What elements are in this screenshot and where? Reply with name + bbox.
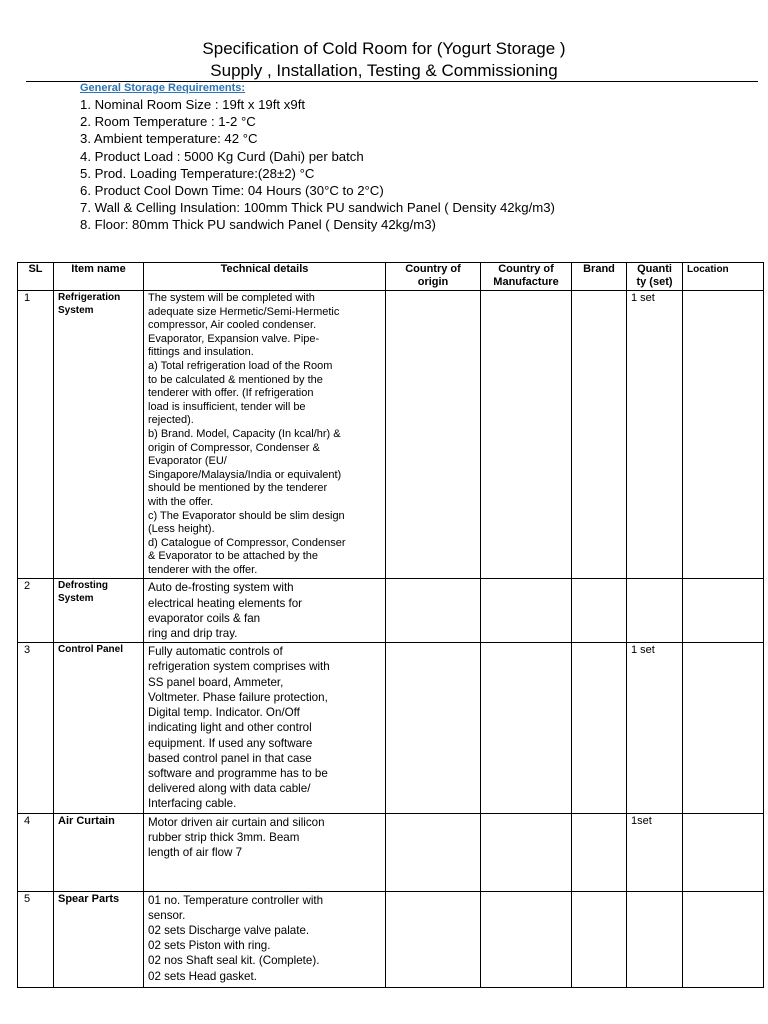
technical-line: SS panel board, Ammeter, (148, 675, 284, 689)
requirement-item: 5. Prod. Loading Temperature:(28±2) °C (80, 165, 315, 181)
specification-table (17, 262, 764, 988)
technical-line: Auto de-frosting system with (148, 581, 294, 595)
header-technical-details: Technical details (144, 263, 386, 291)
technical-line: 02 sets Piston with ring. (148, 939, 271, 953)
technical-line: tenderer with the offer. (148, 563, 258, 576)
cell-country-of-origin (386, 813, 481, 891)
cell-brand (572, 643, 627, 813)
cell-technical-details (144, 813, 386, 891)
cell-country-of-origin (386, 291, 481, 579)
technical-line: software and programme has to be (148, 766, 328, 780)
cell-quantity: 1 set (627, 291, 683, 579)
cell-brand (572, 813, 627, 891)
item-name-line: Spear Parts (58, 892, 120, 905)
cell-location (683, 891, 764, 987)
requirement-item: 2. Room Temperature : 1-2 °C (80, 114, 256, 130)
cell-country-of-manufacture (481, 891, 572, 987)
technical-line: Evaporator, Expansion valve. Pipe- (148, 332, 320, 345)
technical-line: & Evaporator to be attached by the (148, 550, 319, 563)
technical-line: (Less height). (148, 523, 215, 536)
cell-location (683, 643, 764, 813)
document-title: Specification of Cold Room for (Yogurt Storage ) (202, 39, 566, 58)
document-subtitle: Supply , Installation, Testing & Commissioning (210, 61, 558, 80)
item-name-line: Defrosting (58, 580, 108, 592)
cell-country-of-origin (386, 643, 481, 813)
header-country-of-manufacture (481, 263, 572, 291)
technical-line: to be calculated & mentioned by the (148, 373, 323, 386)
cell-brand (572, 891, 627, 987)
header-location: Location (683, 263, 764, 291)
technical-line: based control panel in that case (148, 751, 312, 765)
item-name-line: Air Curtain (58, 814, 115, 827)
technical-line: d) Catalogue of Compressor, Condenser (148, 536, 346, 549)
technical-line: ring and drip tray. (148, 627, 238, 641)
technical-line: Interfacing cable. (148, 797, 237, 811)
cell-quantity: 1set (627, 813, 683, 891)
cell-item-name (54, 291, 144, 579)
technical-line: length of air flow 7 (148, 845, 243, 859)
cell-quantity (627, 579, 683, 643)
technical-line: Fully automatic controls of (148, 645, 283, 659)
cell-sl: 2 (18, 579, 54, 643)
table-header-row (18, 263, 764, 291)
cell-country-of-manufacture (481, 813, 572, 891)
technical-line: adequate size Hermetic/Semi-Hermetic (148, 305, 340, 318)
technical-line: a) Total refrigeration load of the Room (148, 359, 333, 372)
technical-line: delivered along with data cable/ (148, 782, 311, 796)
cell-location (683, 579, 764, 643)
cell-technical-details (144, 579, 386, 643)
technical-line: 02 sets Discharge valve palate. (148, 923, 310, 937)
technical-line: c) The Evaporator should be slim design (148, 509, 345, 522)
cell-item-name (54, 813, 144, 891)
requirement-item: 8. Floor: 80mm Thick PU sandwich Panel ( Density 42kg/m3) (80, 217, 436, 233)
technical-line: Singapore/Malaysia/India or equivalent) (148, 468, 342, 481)
technical-line: with the offer. (148, 495, 214, 508)
requirement-item: 1. Nominal Room Size : 19ft x 19ft x9ft (80, 97, 306, 112)
cell-quantity: 1 set (627, 643, 683, 813)
cell-country-of-origin (386, 891, 481, 987)
technical-line: origin of Compressor, Condenser & (148, 441, 320, 454)
cell-sl: 3 (18, 643, 54, 813)
cell-brand (572, 291, 627, 579)
header-line: Manufacture (493, 276, 559, 288)
technical-line: Evaporator (EU/ (148, 455, 227, 468)
header-line: origin (417, 276, 449, 288)
item-name-line: System (58, 304, 94, 316)
item-name-line: Refrigeration (58, 292, 121, 303)
requirements-heading: General Storage Requirements: (80, 82, 246, 94)
header-line: ty (set) (636, 276, 673, 288)
technical-line: fittings and insulation. (148, 346, 254, 359)
technical-line: should be mentioned by the tenderer (148, 482, 328, 495)
technical-line: refrigeration system comprises with (148, 660, 330, 674)
technical-line: sensor. (148, 908, 186, 922)
header-brand: Brand (572, 263, 627, 291)
technical-line: 02 nos Shaft seal kit. (Complete). (148, 954, 320, 968)
requirement-item: 4. Product Load : 5000 Kg Curd (Dahi) per batch (80, 148, 364, 164)
technical-line: rejected). (148, 414, 194, 427)
table-row (18, 813, 764, 891)
technical-line: The system will be completed with (148, 292, 315, 304)
cell-location (683, 813, 764, 891)
header-line: Country of (498, 263, 554, 275)
cell-country-of-manufacture (481, 579, 572, 643)
item-name-line: Control Panel (58, 644, 124, 656)
cell-item-name (54, 643, 144, 813)
cell-quantity (627, 891, 683, 987)
cell-sl: 1 (18, 291, 54, 579)
header-line: Quanti (637, 263, 672, 275)
requirements-list (80, 96, 555, 234)
technical-line: tenderer with offer. (If refrigeration (148, 387, 314, 400)
technical-line: electrical heating elements for (148, 596, 303, 610)
cell-item-name (54, 891, 144, 987)
technical-line: indicating light and other control (148, 721, 312, 735)
cell-technical-details (144, 891, 386, 987)
cell-country-of-manufacture (481, 643, 572, 813)
requirement-item: 7. Wall & Celling Insulation: 100mm Thick PU sandwich Panel ( Density 42kg/m3) (80, 200, 555, 216)
technical-line: rubber strip thick 3mm. Beam (148, 830, 300, 844)
requirement-item: 6. Product Cool Down Time: 04 Hours (30°C to 2°C) (80, 183, 384, 199)
cell-technical-details (144, 291, 386, 579)
item-name-line: System (58, 593, 94, 605)
header-country-of-origin (386, 263, 481, 291)
header-line: Country of (405, 263, 461, 275)
table-row (18, 579, 764, 643)
cell-brand (572, 579, 627, 643)
technical-line: evaporator coils & fan (148, 611, 261, 625)
cell-item-name (54, 579, 144, 643)
requirement-item: 3. Ambient temperature: 42 °C (80, 131, 258, 147)
technical-line: compressor, Air cooled condenser. (148, 319, 317, 332)
header-item-name: Item name (54, 263, 144, 291)
header-quantity (627, 263, 683, 291)
header-sl: SL (18, 263, 54, 291)
table-row (18, 643, 764, 813)
cell-country-of-origin (386, 579, 481, 643)
technical-line: Voltmeter. Phase failure protection, (148, 690, 328, 704)
technical-line: load is insufficient, tender will be (148, 400, 306, 413)
technical-line: 02 sets Head gasket. (148, 969, 257, 983)
technical-line: equipment. If used any software (148, 736, 313, 750)
table-row (18, 291, 764, 579)
cell-sl: 5 (18, 891, 54, 987)
cell-technical-details (144, 643, 386, 813)
technical-line: Motor driven air curtain and silicon (148, 815, 325, 829)
cell-sl: 4 (18, 813, 54, 891)
cell-country-of-manufacture (481, 291, 572, 579)
technical-line: 01 no. Temperature controller with (148, 893, 324, 907)
technical-line: b) Brand. Model, Capacity (In kcal/hr) & (148, 427, 341, 440)
table-row (18, 891, 764, 987)
cell-location (683, 291, 764, 579)
technical-line: Digital temp. Indicator. On/Off (148, 706, 300, 720)
